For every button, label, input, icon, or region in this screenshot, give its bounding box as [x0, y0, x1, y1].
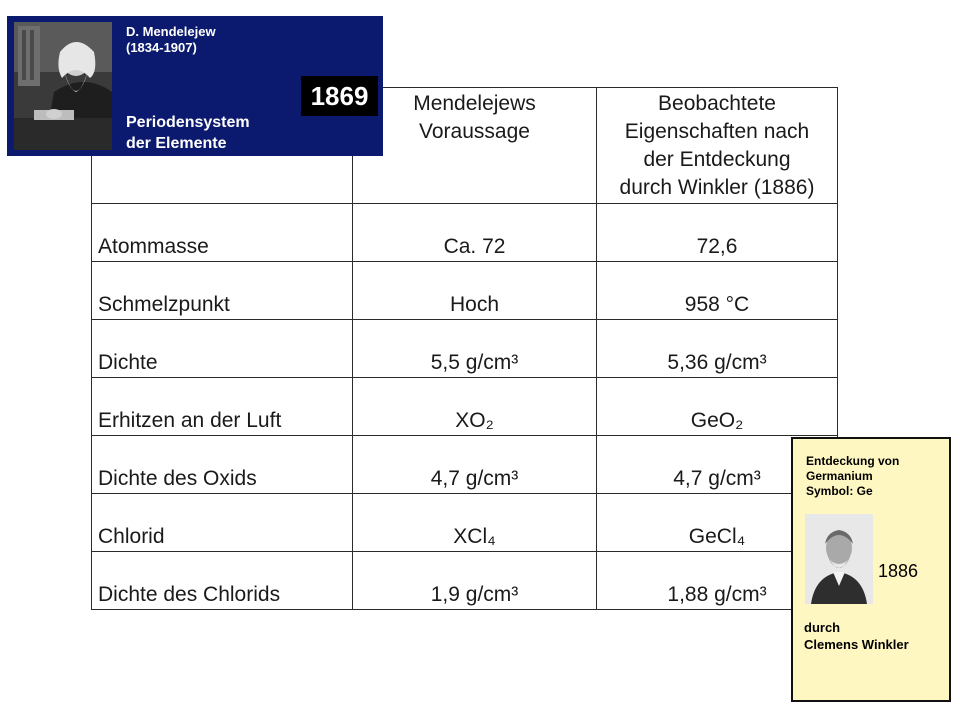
property-cell: Dichte des Oxids [92, 436, 353, 494]
observed-cell: 5,36 g/cm³ [597, 320, 838, 378]
predicted-cell: 1,9 g/cm³ [353, 552, 597, 610]
discovery-year: 1886 [878, 561, 919, 581]
mendeleev-portrait-icon [14, 22, 112, 150]
property-cell: Schmelzpunkt [92, 262, 353, 320]
predicted-cell: Hoch [353, 262, 597, 320]
predicted-cell: Ca. 72 [353, 204, 597, 262]
property-cell: Dichte [92, 320, 353, 378]
comparison-table-container [91, 87, 837, 606]
table-row [92, 378, 838, 436]
predicted-cell: XCl₄ [353, 494, 597, 552]
banner-caption: Periodensystem der Elemente [126, 114, 250, 152]
table-row [92, 204, 838, 262]
observed-cell: 1,88 g/cm³ [597, 552, 838, 610]
table-row [92, 262, 838, 320]
predicted-cell: XO₂ [353, 378, 597, 436]
year-badge: 1869 [301, 76, 378, 116]
info-card-heading: Entdeckung von Germanium Symbol: Ge [806, 454, 900, 498]
property-cell: Atommasse [92, 204, 353, 262]
discoverer-credit: durch Clemens Winkler [804, 620, 909, 652]
header-observed: Beobachtete Eigenschaften nach der Entdeckung durch Winkler (1886) [597, 88, 838, 204]
property-cell: Dichte des Chlorids [92, 552, 353, 610]
mendeleev-banner [7, 16, 383, 156]
observed-cell: 72,6 [597, 204, 838, 262]
table-row [92, 494, 838, 552]
observed-cell: 4,7 g/cm³ [597, 436, 838, 494]
table-row [92, 552, 838, 610]
table-row [92, 320, 838, 378]
observed-cell: GeO₂ [597, 378, 838, 436]
header-prediction: Mendelejews Voraussage [353, 88, 597, 204]
scientist-name: D. Mendelejew (1834-1907) [126, 24, 216, 55]
comparison-table [91, 87, 838, 610]
property-cell: Chlorid [92, 494, 353, 552]
winkler-portrait-icon [805, 514, 873, 604]
predicted-cell: 4,7 g/cm³ [353, 436, 597, 494]
property-cell: Erhitzen an der Luft [92, 378, 353, 436]
germanium-info-card [791, 437, 951, 702]
table-row [92, 436, 838, 494]
observed-cell: 958 °C [597, 262, 838, 320]
predicted-cell: 5,5 g/cm³ [353, 320, 597, 378]
observed-cell: GeCl₄ [597, 494, 838, 552]
